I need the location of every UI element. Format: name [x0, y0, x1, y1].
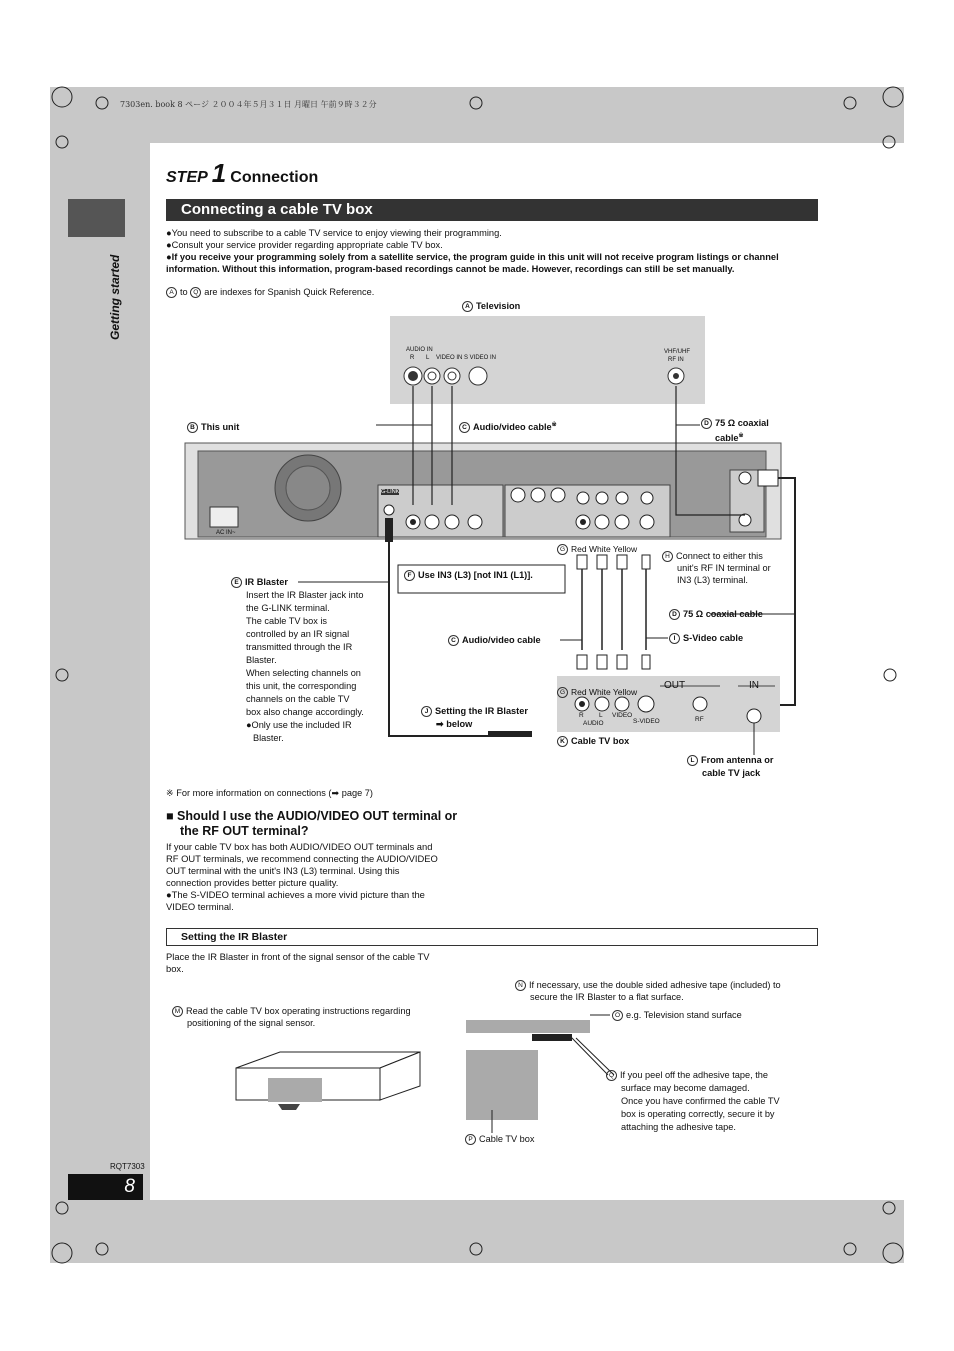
ir-desc-line: Insert the IR Blaster jack into [246, 590, 364, 600]
rwy-bottom-text: Red White Yellow [571, 687, 638, 697]
label-rwy-top [557, 543, 637, 555]
question-title-line2: the RF OUT terminal? [180, 824, 309, 838]
question-body-line: RF OUT terminals, we recommend connecting the AUDIO/VIDEO [166, 853, 438, 864]
coax-top-text: 75 Ω coaxial [715, 418, 769, 428]
ir-desc-line: When selecting channels on [246, 668, 361, 678]
ir-desc-line: channels on the cable TV [246, 694, 350, 704]
rwy-top-text: Red White Yellow [571, 544, 638, 554]
question-body-line: ●The S-VIDEO terminal achieves a more vivid picture than the [166, 889, 425, 900]
connect-either-line: IN3 (L3) terminal. [677, 575, 748, 586]
unit-ac-inlet [210, 507, 238, 527]
tv-l-label: L [426, 355, 430, 361]
idx-l: L [687, 755, 698, 766]
tv-video-in-label: VIDEO IN [436, 355, 463, 361]
tv-vhf-label: VHF/UHF [664, 349, 690, 355]
step-o-text: e.g. Television stand surface [626, 1010, 742, 1020]
ir-step-m [172, 1005, 452, 1029]
ir-desc-line: transmitted through the IR [246, 642, 353, 652]
coax-top-mark: ※ [738, 433, 744, 439]
label-coax-mid [669, 608, 763, 620]
idx-j: J [421, 706, 432, 717]
label-cable-tv-box [557, 735, 629, 747]
question-title [166, 809, 457, 839]
place-line: Place the IR Blaster in front of the signal sensor of the cable TV [166, 951, 430, 962]
ir-blaster-text: IR Blaster [245, 577, 288, 587]
idx-d-mid: D [669, 609, 680, 620]
footnote: ※ For more information on connections (➡ page 7) [166, 788, 373, 798]
idx-i: I [669, 633, 680, 644]
idx-m: M [172, 1006, 183, 1017]
step-q-line: Once you have confirmed the cable TV [621, 1096, 780, 1106]
label-setting-ir-2: ➡ below [436, 719, 473, 729]
antenna-text: From antenna or [701, 755, 774, 765]
ir-step-q [606, 1069, 806, 1134]
index-to-badge: Q [190, 287, 201, 298]
section-bar: Connecting a cable TV box [166, 199, 818, 221]
svideo-cable-text: S-Video cable [683, 633, 744, 643]
ir-desc-line: ●Only use the included IR [246, 720, 352, 730]
label-antenna [687, 754, 774, 766]
step-word: STEP [166, 169, 208, 186]
step-q-line: If you peel off the adhesive tape, the [620, 1070, 768, 1080]
title-text: Connection [230, 169, 319, 186]
idx-h: H [662, 551, 673, 562]
label-antenna-2: cable TV jack [702, 768, 761, 778]
model-number: RQT7303 [110, 1162, 145, 1171]
page-number: 8 [68, 1174, 143, 1200]
tv-audio-in-label: AUDIO IN [406, 347, 433, 353]
ir-desc-line: box also change accordingly. [246, 707, 364, 717]
label-use-in3 [404, 569, 533, 581]
unit-ac-in-label: AC IN~ [216, 530, 236, 536]
step-number: 1 [211, 158, 227, 188]
idx-p: P [465, 1134, 476, 1145]
av-cable-mid-text: Audio/video cable [462, 635, 541, 645]
ir-step-o [612, 1009, 742, 1021]
step-p-text: Cable TV box [479, 1134, 535, 1144]
idx-c-top: C [459, 422, 470, 433]
idx-g-top: G [557, 544, 568, 555]
index-joiner: to [180, 287, 188, 297]
cable-box-out-label: OUT [664, 680, 686, 691]
question-title-line1: ■ Should I use the AUDIO/VIDEO OUT terminal or [166, 809, 458, 823]
question-body [166, 841, 476, 913]
ir-desc-line: the G-LINK terminal. [246, 603, 330, 613]
label-rwy-bottom [557, 686, 637, 698]
ir-desc-line: The cable TV box is [246, 616, 328, 626]
label-coax-top-2 [715, 430, 744, 444]
tv-r-label: R [410, 355, 415, 361]
question-body-line: connection provides better picture quality. [166, 877, 339, 888]
tv-audio-l-jack [424, 368, 440, 384]
cable-box-rf-label: RF [695, 716, 704, 723]
tv-svideo-jack [469, 367, 487, 385]
use-in3-text: Use IN3 (L3) [not IN1 (L1)]. [418, 570, 533, 580]
ir-desc-line: Blaster. [246, 655, 277, 665]
side-tab-label: Getting started [108, 254, 122, 340]
cable-box-l-label: L [599, 712, 603, 719]
step-n-line: secure the IR Blaster to a flat surface. [530, 992, 684, 1003]
setting-ir-heading: Setting the IR Blaster [166, 928, 818, 946]
unit-label-text: This unit [201, 422, 240, 432]
tv-svideo-in-label: S VIDEO IN [464, 355, 497, 361]
idx-a: A [462, 301, 473, 312]
av-cable-top-text: Audio/video cable [473, 422, 552, 433]
bullet-1: ●You need to subscribe to a cable TV service to enjoy viewing their programming. [166, 228, 502, 238]
step-m-line: Read the cable TV box operating instructions regarding [186, 1006, 411, 1016]
coax-top-text2: cable [715, 433, 739, 444]
ir-step-n [515, 979, 815, 1003]
label-av-cable-mid [448, 634, 541, 646]
index-text: are indexes for Spanish Quick Reference. [204, 287, 375, 297]
tv-rfin-label: RF IN [668, 357, 684, 363]
place-text [166, 951, 466, 975]
idx-b: B [187, 422, 198, 433]
idx-f: F [404, 570, 415, 581]
tv-stand-surface [466, 1020, 590, 1033]
label-setting-ir [421, 705, 528, 717]
ir-desc-line: Blaster. [253, 733, 284, 743]
label-coax-top [701, 417, 769, 429]
cable-box-text: Cable TV box [571, 736, 630, 746]
unit-glink-label: G-LINK [381, 489, 400, 495]
step-q-line: box is operating correctly, secure it by [621, 1109, 775, 1119]
label-connect-either [662, 550, 792, 586]
unit-rf-in-jack [739, 472, 751, 484]
step-q-line: surface may become damaged. [621, 1083, 750, 1093]
label-this-unit [187, 421, 239, 433]
connect-either-line: unit's RF IN terminal or [677, 563, 771, 574]
step-n-line: If necessary, use the double sided adhesive tape (included) to [529, 980, 781, 990]
cable-tv-box-drawing [466, 1050, 538, 1120]
question-body-line: VIDEO terminal. [166, 901, 234, 912]
setting-ir-text: Setting the IR Blaster [435, 706, 528, 716]
label-ir-blaster [231, 576, 288, 588]
idx-g-bottom: G [557, 687, 568, 698]
unit-glink-jack [384, 505, 394, 515]
label-television [462, 300, 520, 312]
ir-step-p [465, 1133, 535, 1145]
idx-n: N [515, 980, 526, 991]
av-cable-top-mark: ※ [551, 422, 557, 428]
step-q-line: attaching the adhesive tape. [621, 1122, 736, 1132]
question-body-line: If your cable TV box has both AUDIO/VIDEO OUT terminals and [166, 841, 433, 852]
cable-box-video-label: VIDEO [612, 712, 633, 719]
unit-rf-out-jack [739, 514, 751, 526]
cable-box-r-label: R [579, 712, 584, 719]
print-info: 7303en. book 8 ページ ２００４年５月３１日 月曜日 午前９時３２分 [120, 100, 377, 109]
label-svideo-cable [669, 632, 743, 644]
coax-mid-text: 75 Ω coaxial cable [683, 609, 763, 619]
bullet-2: ●Consult your service provider regarding appropriate cable TV box. [166, 240, 443, 250]
step-m-line: positioning of the signal sensor. [187, 1018, 316, 1029]
cable-box-audio-label: AUDIO [583, 720, 604, 727]
bullet-3: ●If you receive your programming solely from a satellite service, the program guide in this unit will not receive program listings or channel information. Without this information, program-based recordings cannot be made. However, recordings can still be set manually. [166, 252, 779, 274]
index-from-badge: A [166, 287, 177, 298]
idx-q: Q [606, 1070, 617, 1081]
place-line: box. [166, 963, 184, 974]
idx-d-top: D [701, 418, 712, 429]
ir-desc-line: this unit, the corresponding [246, 681, 357, 691]
idx-e: E [231, 577, 242, 588]
connect-either-line: Connect to either this [676, 551, 763, 561]
ir-desc-line: controlled by an IR signal [246, 629, 350, 639]
question-body-line: OUT terminal with the unit's IN3 (L3) terminal. Using this [166, 865, 400, 876]
label-av-cable-top [459, 419, 557, 433]
idx-c-mid: C [448, 635, 459, 646]
cable-box-svideo-label: S-VIDEO [633, 718, 660, 725]
tv-label-text: Television [476, 301, 521, 311]
signal-sensor-area [268, 1078, 322, 1102]
idx-k: K [557, 736, 568, 747]
tv-video-jack [444, 368, 460, 384]
ir-blaster-description [246, 589, 386, 745]
cable-box-in-label: IN [749, 680, 759, 691]
idx-o: O [612, 1010, 623, 1021]
